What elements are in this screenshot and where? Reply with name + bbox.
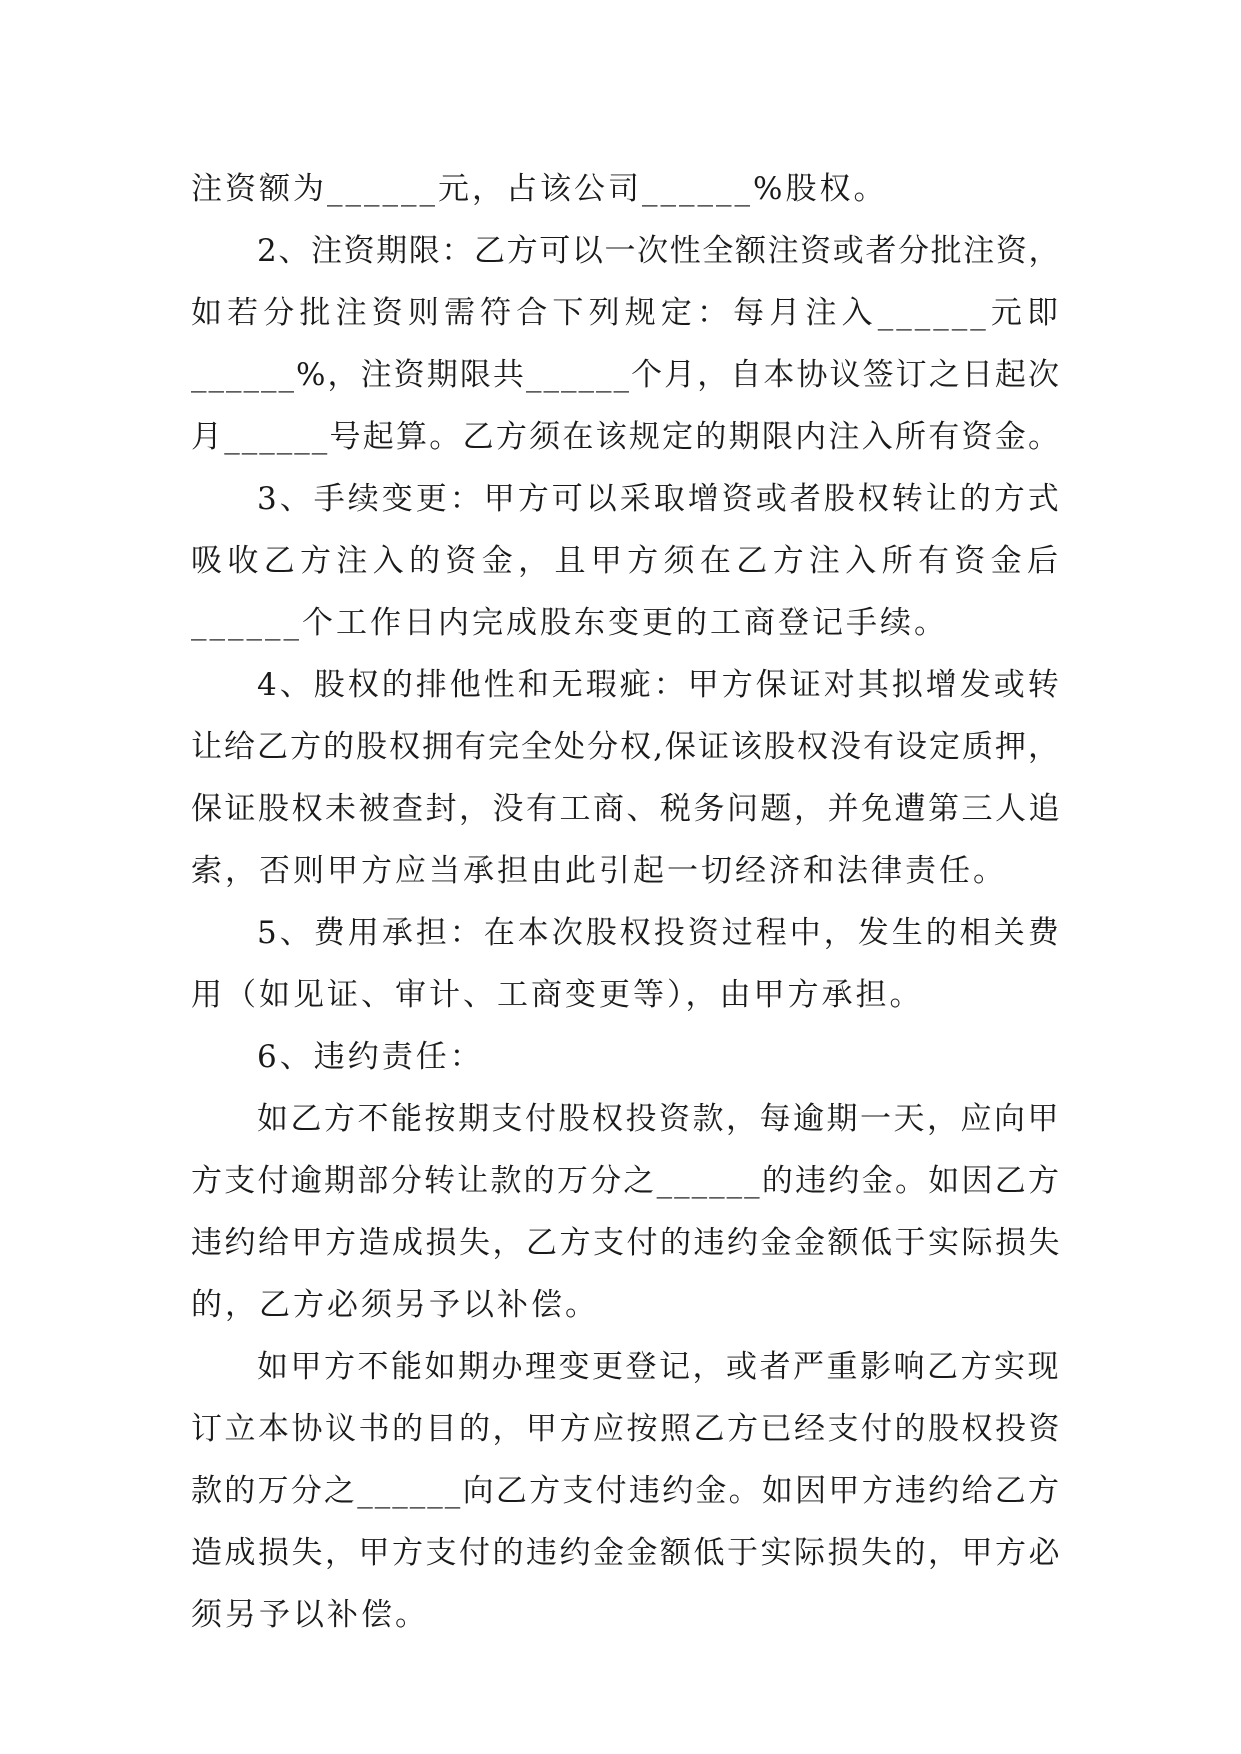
document-body (191, 158, 1061, 1646)
text-line: 的，乙方必须另予以补偿。 (191, 1287, 599, 1323)
text-line: 保证股权未被查封，没有工商、税务问题，并免遭第三人追 (191, 791, 1062, 827)
text-line: 如甲方不能如期办理变更登记，或者严重影响乙方实现 (257, 1349, 1061, 1385)
text-line: 注资额为______元，占该公司______%股权。 (191, 171, 888, 207)
text-line: ______个工作日内完成股东变更的工商登记手续。 (191, 605, 948, 641)
text-line: 月______号起算。乙方须在该规定的期限内注入所有资金。 (191, 419, 1061, 455)
text-line: 5、费用承担：在本次股权投资过程中，发生的相关费 (257, 915, 1062, 951)
text-line: 如乙方不能按期支付股权投资款，每逾期一天，应向甲 (257, 1101, 1061, 1137)
text-line: ______%，注资期限共______个月，自本协议签订之日起次 (191, 357, 1061, 393)
text-line: 违约给甲方造成损失，乙方支付的违约金金额低于实际损失 (191, 1225, 1062, 1261)
text-line: 吸收乙方注入的资金，且甲方须在乙方注入所有资金后 (191, 543, 1061, 579)
text-line: 造成损失，甲方支付的违约金金额低于实际损失的，甲方必 (191, 1535, 1062, 1571)
text-line: 2、注资期限：乙方可以一次性全额注资或者分批注资， (257, 233, 1061, 269)
text-line: 如若分批注资则需符合下列规定：每月注入______元即 (191, 295, 1061, 331)
text-line: 款的万分之______向乙方支付违约金。如因甲方违约给乙方 (191, 1473, 1061, 1509)
text-line: 须另予以补偿。 (191, 1597, 429, 1633)
text-line: 4、股权的排他性和无瑕疵：甲方保证对其拟增发或转 (257, 667, 1062, 703)
text-line: 让给乙方的股权拥有完全处分权,保证该股权没有设定质押， (191, 729, 1061, 765)
text-line: 用（如见证、审计、工商变更等），由甲方承担。 (191, 977, 924, 1013)
text-line: 方支付逾期部分转让款的万分之______的违约金。如因乙方 (191, 1163, 1061, 1199)
text-line: 3、手续变更：甲方可以采取增资或者股权转让的方式 (257, 481, 1062, 517)
text-line: 6、违约责任： (257, 1039, 484, 1075)
text-line: 订立本协议书的目的，甲方应按照乙方已经支付的股权投资 (191, 1411, 1062, 1447)
text-line: 索，否则甲方应当承担由此引起一切经济和法律责任。 (191, 853, 1007, 889)
